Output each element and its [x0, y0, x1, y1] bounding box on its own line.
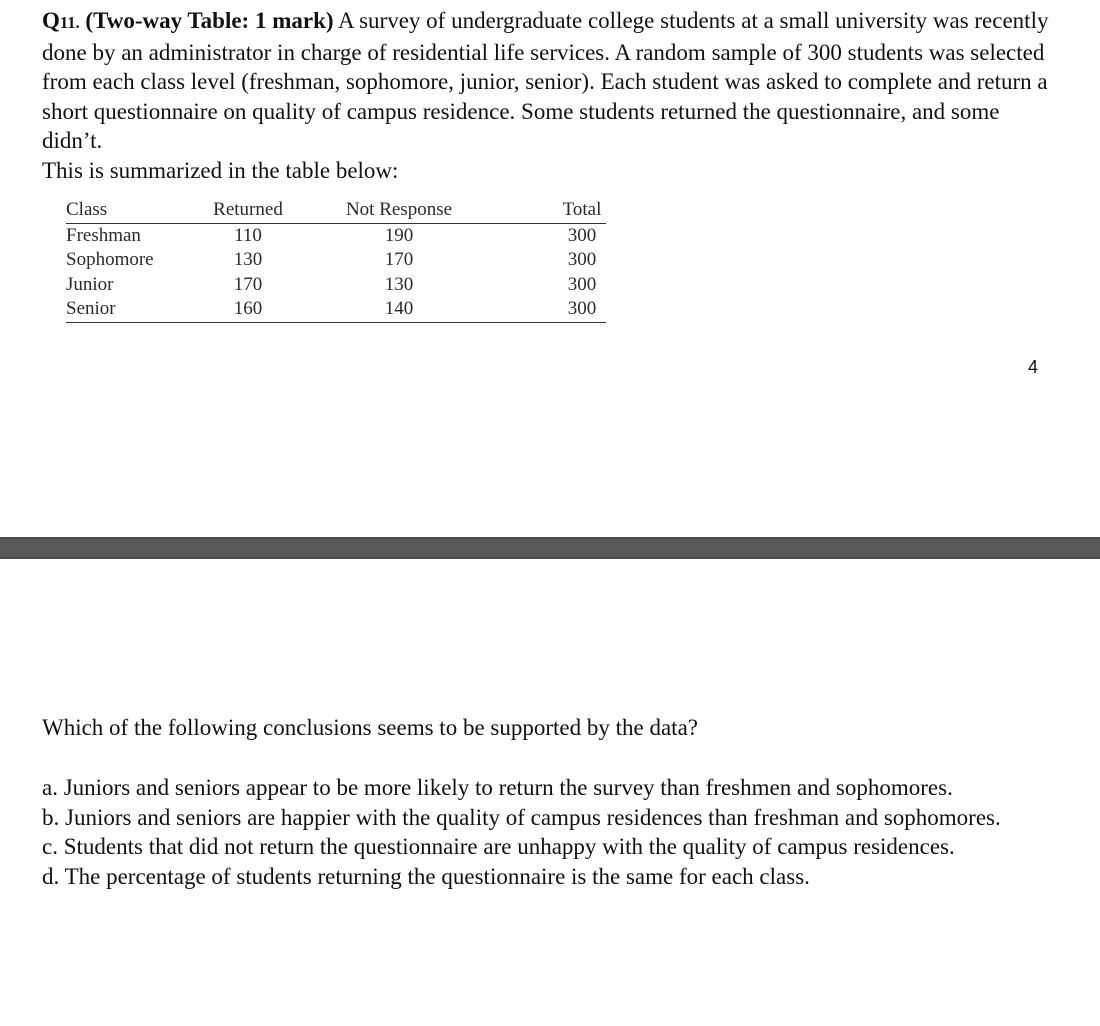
table-summary-text: This is summarized in the table below:: [42, 157, 399, 183]
table-cell: 140: [312, 297, 486, 322]
intro-paragraph: [42, 6, 1052, 156]
column-header: Class: [66, 198, 184, 223]
table-cell: 300: [567, 249, 597, 270]
table-header-row: [66, 198, 606, 223]
column-header: Returned: [184, 198, 312, 223]
table-cell: 110: [234, 224, 262, 246]
table-row: [66, 248, 606, 273]
option-a: a. Juniors and seniors appear to be more likely to return the survey than freshmen and sophomores.: [42, 775, 953, 800]
table-cell: 170: [384, 249, 414, 270]
option-c: c. Students that did not return the questionnaire are unhappy with the quality of campus residences.: [42, 834, 955, 859]
two-way-table: [66, 198, 606, 323]
table-row: [66, 297, 606, 322]
question-label: Q11. (Two-way Table: 1 mark): [42, 8, 334, 33]
answer-options: [42, 773, 1042, 891]
table-cell: 300: [567, 273, 597, 295]
table-cell: Sophomore: [66, 249, 154, 270]
intro-text: A survey of undergraduate college students at a small university was recently done by an administrator in charge of residential life services. A random sample of 300 students was selected from each class level (freshman, sophomore, junior, senior). Each student was asked to complete and return a short questionnaire on quality of campus residence. Some students returned the questionnaire, and some didn’t.: [42, 8, 1049, 153]
table-cell: 300: [486, 297, 606, 322]
column-header: Total: [486, 198, 606, 223]
table-row: [66, 223, 606, 248]
table-cell: Freshman: [66, 224, 141, 246]
table-cell: 190: [384, 224, 414, 246]
page-number: 4: [1028, 357, 1039, 377]
table-cell: 130: [384, 273, 414, 295]
table-cell: Senior: [66, 297, 184, 322]
table-cell: 300: [567, 224, 597, 246]
question-header: [42, 6, 1052, 185]
option-b: b. Juniors and seniors are happier with the quality of campus residences than freshman and sophomores.: [42, 804, 1001, 830]
table-cell: Junior: [66, 273, 114, 295]
column-header: Not Response: [312, 198, 486, 223]
table-cell: 170: [233, 273, 263, 295]
page-divider: [0, 537, 1100, 559]
table-row: [66, 273, 606, 298]
table-cell: 160: [184, 297, 312, 322]
table-cell: 130: [233, 249, 263, 270]
option-d: d. The percentage of students returning the questionnaire is the same for each class.: [42, 863, 810, 889]
question-prompt: Which of the following conclusions seems to be supported by the data?: [42, 715, 698, 740]
